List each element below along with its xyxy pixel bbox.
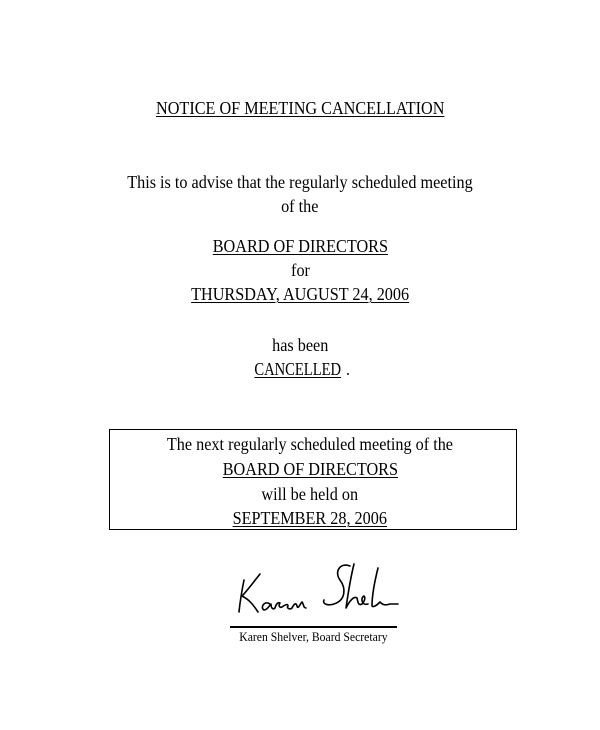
for-text: for: [290, 260, 310, 280]
of-the-text: of the: [281, 196, 319, 216]
notice-title: NOTICE OF MEETING CANCELLATION: [155, 98, 445, 118]
next-meeting-text: The next regularly scheduled meeting of the: [166, 434, 454, 454]
advise-text: This is to advise that the regularly scheduled meeting: [127, 172, 473, 192]
next-board-name: BOARD OF DIRECTORS: [222, 459, 398, 479]
cancelled-text: CANCELLED .: [254, 359, 350, 379]
meeting-date: THURSDAY, AUGUST 24, 2006: [191, 284, 409, 304]
signature-caption: Karen Shelver, Board Secretary: [238, 629, 388, 644]
handwritten-signature: [230, 560, 400, 620]
has-been-text: has been: [271, 335, 329, 355]
signature-line: [230, 626, 397, 628]
held-on-text: will be held on: [261, 484, 359, 504]
next-meeting-date: SEPTEMBER 28, 2006: [232, 508, 388, 528]
board-name: BOARD OF DIRECTORS: [212, 236, 388, 256]
